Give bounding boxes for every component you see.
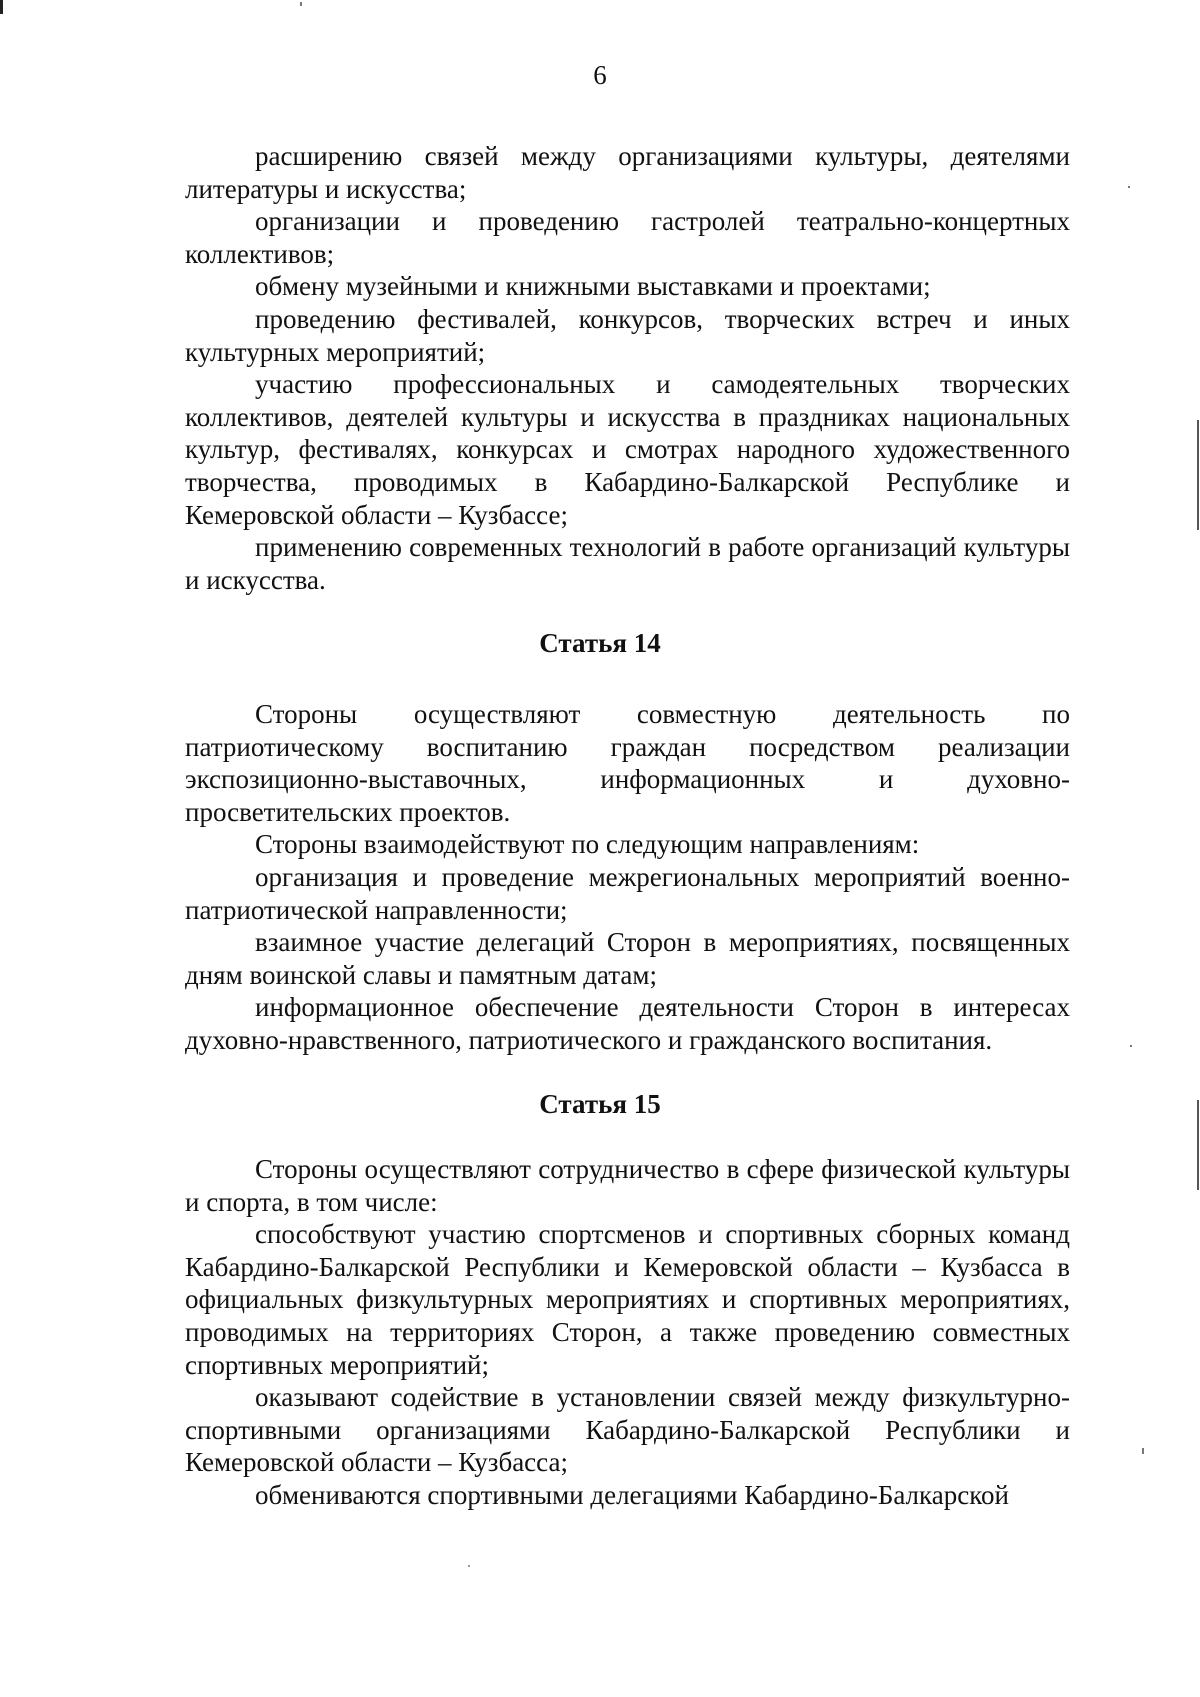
article-14-heading: Статья 14 (539, 628, 661, 658)
scan-artifact (1128, 186, 1130, 188)
list-item: расширению связей между организациями культуры, деятелями литературы и искусства; (185, 141, 1070, 204)
list-item: организация и проведение межрегиональных мероприятий военно-патриотической направленности; (185, 861, 1070, 925)
list-item: оказывают содействие в установлении связей между физкультурно-спортивными организациями Кабардино-Балкарской Республики и Кемеровской области – Кузбасса; (185, 1382, 1070, 1478)
scan-artifact (468, 1565, 470, 1567)
scan-artifact (1130, 1045, 1132, 1047)
scan-artifact (0, 0, 3, 14)
list-item: способствуют участию спортсменов и спортивных сборных команд Кабардино-Балкарской Республики и Кемеровской области – Кузбасса в официальных физкультурных мероприятиях и спортивных мероприятиях, проводимых на территориях Сторон, а также проведению совместных спортивных мероприятий; (185, 1219, 1070, 1380)
article-15-heading: Статья 15 (539, 1089, 661, 1119)
scan-artifact (300, 2, 302, 6)
paragraph: Стороны осуществляют сотрудничество в сфере физической культуры и спорта, в том числе: (185, 1154, 1070, 1217)
page-number: 6 (593, 60, 607, 90)
list-item: организации и проведению гастролей театрально-концертных коллективов; (185, 206, 1070, 269)
list-item: информационное обеспечение деятельности Сторон в интересах духовно-нравственного, патриотического и гражданского воспитания. (185, 992, 1070, 1055)
list-item: взаимное участие делегаций Сторон в мероприятиях, посвященных дням воинской славы и памятным датам; (185, 927, 1070, 990)
list-item: участию профессиональных и самодеятельных творческих коллективов, деятелей культуры и искусства в праздниках национальных культур, фестивалях, конкурсах и смотрах народного художественного творчества, проводимых в Кабардино-Балкарской Республике и Кемеровской области – Кузбассе; (185, 369, 1070, 530)
list-item: обмену музейными и книжными выставками и проектами; (255, 271, 931, 302)
scan-artifact (1197, 420, 1199, 530)
paragraph: Стороны взаимодействуют по следующим направлениям: (255, 829, 920, 860)
list-item: проведению фестивалей, конкурсов, творческих встреч и иных культурных мероприятий; (185, 303, 1070, 367)
paragraph: Стороны осуществляют совместную деятельность по патриотическому воспитанию граждан посредством реализации экспозиционно-выставочных, информационных и духовно-просветительских проектов. (185, 699, 1070, 827)
scan-artifact (1142, 1448, 1144, 1454)
article-14-body (185, 698, 1070, 1057)
article-15-body (185, 1153, 1070, 1512)
continued-list (185, 140, 1070, 596)
list-item: обмениваются спортивными делегациями Кабардино-Балкарской (255, 1479, 1009, 1510)
list-item: применению современных технологий в работе организаций культуры и искусства. (185, 532, 1070, 595)
